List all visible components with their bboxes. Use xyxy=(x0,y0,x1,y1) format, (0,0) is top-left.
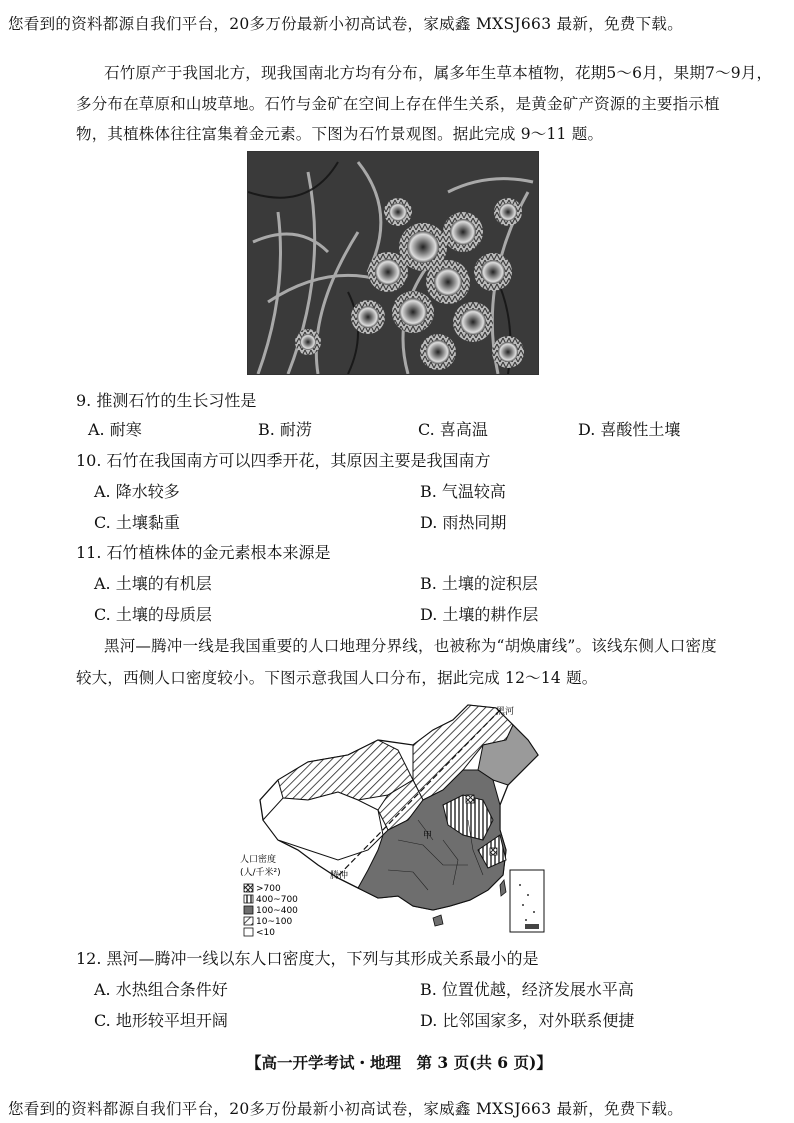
q9-option-d: D. 喜酸性土壤 xyxy=(578,420,681,439)
legend-swatch-100-400 xyxy=(244,906,253,914)
south-china-sea-inset xyxy=(510,870,544,932)
q11-option-b: B. 土壤的淀积层 xyxy=(420,574,538,593)
q9-option-b: B. 耐涝 xyxy=(258,420,312,439)
q10-stem: 10. 石竹在我国南方可以四季开花，其原因主要是我国南方 xyxy=(76,451,491,470)
q9-option-c: C. 喜高温 xyxy=(418,420,488,439)
legend-item-1: 400~700 xyxy=(256,895,298,905)
label-jia: 甲 xyxy=(423,831,433,841)
legend-title-1: 人口密度 xyxy=(240,855,277,865)
label-tengchong: 腾冲 xyxy=(330,871,349,881)
q10-option-c: C. 土壤黏重 xyxy=(94,513,180,532)
page-footer: 【高一开学考试・地理 第 3 页(共 6 页)】 xyxy=(246,1053,552,1072)
dianthus-photo xyxy=(247,151,539,375)
legend-item-3: 10~100 xyxy=(256,917,293,927)
passage1-line2: 多分布在草原和山坡草地。石竹与金矿在空间上存在伴生关系，是黄金矿产资源的主要指示植 xyxy=(76,95,720,113)
q10-option-b: B. 气温较高 xyxy=(420,482,506,501)
legend-item-2: 100~400 xyxy=(256,906,298,916)
q12-option-a: A. 水热组合条件好 xyxy=(94,980,228,999)
legend-item-0: >700 xyxy=(256,884,281,894)
q10-option-a: A. 降水较多 xyxy=(94,482,180,501)
passage1-line1: 石竹原产于我国北方，现我国南北方均有分布，属多年生草本植物，花期5～6月，果期7～9月， xyxy=(104,64,773,82)
watermark-bottom: 您看到的资料都源自我们平台，20多万份最新小初高试卷，家威鑫 MXSJ663 最新，免费下载。 xyxy=(8,1100,684,1118)
legend-item-4: <10 xyxy=(256,928,275,938)
q9-stem: 9. 推测石竹的生长习性是 xyxy=(76,391,257,410)
q11-stem: 11. 石竹植株体的金元素根本来源是 xyxy=(76,543,331,562)
legend-swatch-gt700 xyxy=(244,884,253,892)
q10-option-d: D. 雨热同期 xyxy=(420,513,507,532)
passage2-line1: 黑河—腾冲一线是我国重要的人口地理分界线，也被称为“胡焕庸线”。该线东侧人口密度 xyxy=(104,637,717,655)
population-map-drawing xyxy=(238,700,556,942)
q12-option-d: D. 比邻国家多，对外联系便捷 xyxy=(420,1011,635,1030)
q12-option-b: B. 位置优越，经济发展水平高 xyxy=(420,980,634,999)
q11-option-c: C. 土壤的母质层 xyxy=(94,605,212,624)
q12-stem: 12. 黑河—腾冲一线以东人口密度大，下列与其形成关系最小的是 xyxy=(76,949,539,968)
label-heihe: 黑河 xyxy=(496,707,515,717)
passage1-line3: 物，其植株体往往富集着金元素。下图为石竹景观图。据此完成 9～11 题。 xyxy=(76,125,604,143)
dianthus-photo-drawing xyxy=(248,152,538,374)
q9-option-a: A. 耐寒 xyxy=(88,420,142,439)
population-map xyxy=(238,700,556,942)
legend-swatch-10-100 xyxy=(244,917,253,925)
q11-option-d: D. 土壤的耕作层 xyxy=(420,605,539,624)
watermark-top: 您看到的资料都源自我们平台，20多万份最新小初高试卷，家威鑫 MXSJ663 最新，免费下载。 xyxy=(8,15,684,33)
legend-title-2: (人/千米²) xyxy=(240,868,281,878)
legend-swatch-400-700 xyxy=(244,895,253,903)
legend-swatch-lt10 xyxy=(244,928,253,936)
q11-option-a: A. 土壤的有机层 xyxy=(94,574,212,593)
passage2-line2: 较大，西侧人口密度较小。下图示意我国人口分布，据此完成 12～14 题。 xyxy=(76,669,598,687)
q12-option-c: C. 地形较平坦开阔 xyxy=(94,1011,228,1030)
